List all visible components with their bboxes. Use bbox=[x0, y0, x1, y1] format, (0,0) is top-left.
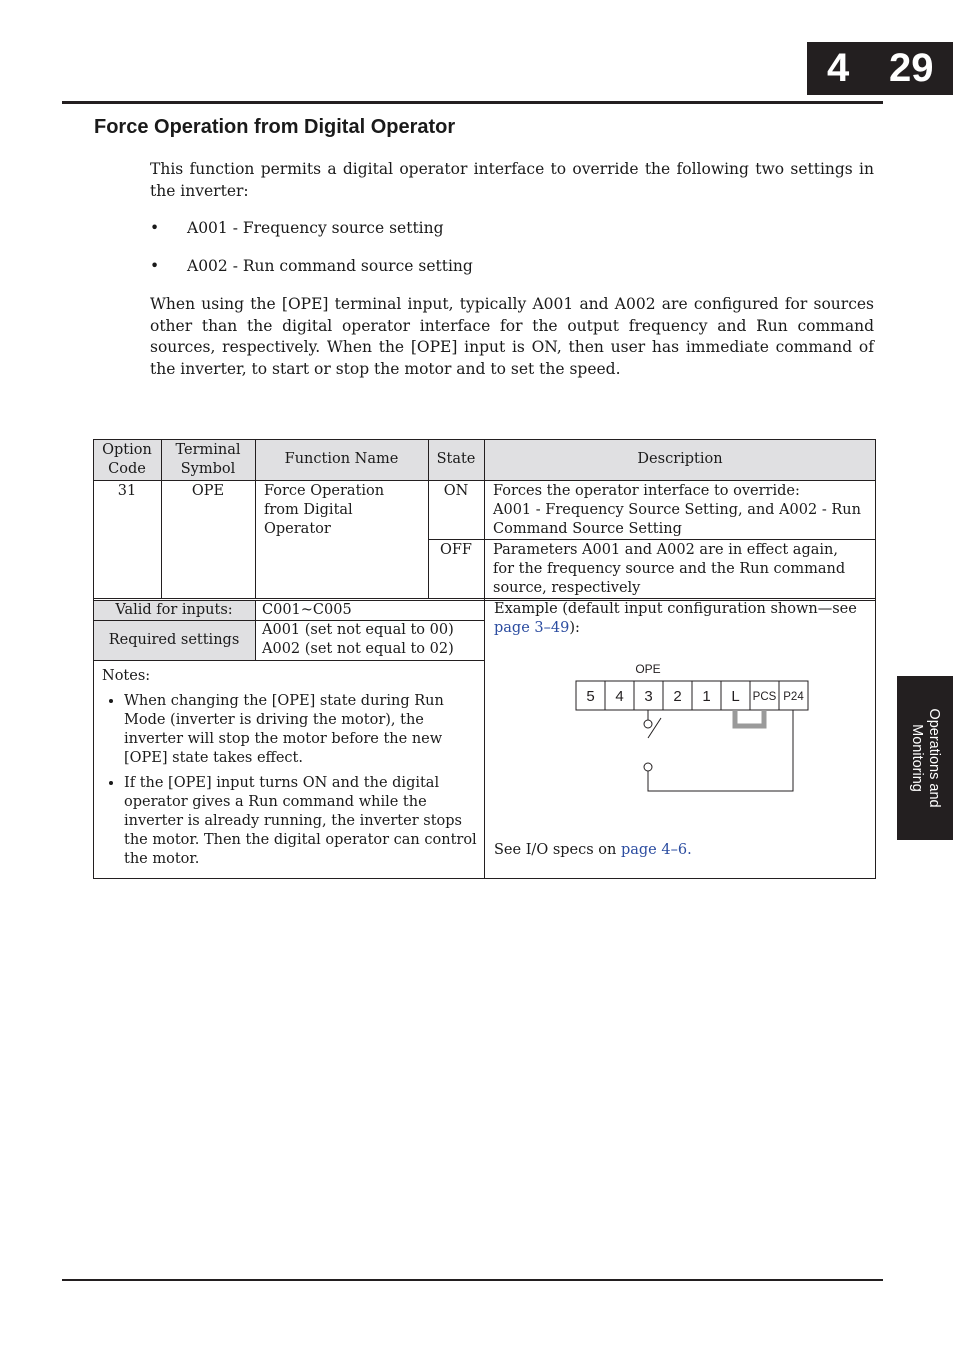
description-line: source, respectively bbox=[493, 580, 641, 596]
terminal-pcs: PCS bbox=[752, 691, 777, 703]
page-number-badge bbox=[807, 42, 953, 95]
terminal-symbol-value: OPE bbox=[191, 483, 225, 499]
notes-section bbox=[102, 667, 477, 875]
io-specs-note bbox=[494, 841, 872, 860]
example-suffix: ): bbox=[569, 620, 580, 636]
header-terminal-symbol bbox=[161, 441, 255, 479]
required-line: A002 (set not equal to 02) bbox=[262, 641, 454, 657]
note-item: • When changing the [OPE] state during Run Mode (inverter is driving the motor), the inverter will stop the motor before the new [OPE] state takes effect. bbox=[124, 692, 477, 768]
bottom-rule bbox=[62, 1279, 883, 1281]
terminal-2: 2 bbox=[673, 688, 682, 705]
switch-contact-top bbox=[644, 720, 652, 728]
description-line: Parameters A001 and A002 are in effect again, bbox=[493, 542, 838, 558]
valid-inputs-label: Valid for inputs: bbox=[115, 602, 233, 618]
header-line: Terminal bbox=[175, 442, 241, 458]
ope-label: OPE bbox=[635, 662, 661, 676]
function-name-value bbox=[264, 482, 424, 539]
body-paragraph: When using the [OPE] terminal input, typically A001 and A002 are configured for sources other than the digital operator interface for the output frequency and Run command sources, respectively. When the [OPE] input is ON, then user has immediate command of the inverter, to start or stop the motor and to set the speed. bbox=[150, 295, 874, 378]
state-on: ON bbox=[443, 483, 469, 499]
bullet-dot: • bbox=[150, 219, 160, 237]
bullet-text: A002 - Run command source setting bbox=[187, 257, 473, 275]
bullet-text: A001 - Frequency source setting bbox=[187, 219, 444, 237]
description-line: for the frequency source and the Run command bbox=[493, 561, 846, 577]
header-line: Code bbox=[108, 461, 146, 477]
terminal-l: L bbox=[731, 688, 740, 705]
example-text: Example (default input configuration shown—see bbox=[494, 601, 857, 617]
description-line: A001 - Frequency Source Setting, and A002 - Run bbox=[493, 502, 861, 518]
valid-inputs-value: C001~C005 bbox=[262, 602, 352, 618]
top-rule bbox=[62, 101, 883, 104]
terminal-4: 4 bbox=[615, 688, 624, 705]
state-off: OFF bbox=[439, 542, 472, 558]
required-line: A001 (set not equal to 00) bbox=[262, 622, 454, 638]
function-name-line: from Digital bbox=[264, 502, 353, 518]
notes-list bbox=[102, 692, 477, 869]
intro-paragraph: This function permits a digital operator interface to override the following two settings in the inverter: bbox=[150, 160, 874, 200]
description-line: Command Source Setting bbox=[493, 521, 682, 537]
side-tab-line: Monitoring bbox=[909, 724, 925, 792]
example-page-link[interactable]: page 3–49 bbox=[494, 620, 570, 636]
required-settings-value bbox=[262, 621, 482, 659]
terminal-p24: P24 bbox=[783, 691, 804, 703]
terminal-wiring-diagram bbox=[573, 657, 813, 817]
terminal-1: 1 bbox=[702, 688, 711, 705]
option-code-value: 31 bbox=[117, 483, 137, 499]
terminal-5: 5 bbox=[586, 688, 595, 705]
header-function-name: Function Name bbox=[284, 451, 399, 467]
header-option-code bbox=[93, 441, 161, 479]
function-table bbox=[93, 439, 876, 879]
chapter-side-tab[interactable] bbox=[897, 676, 953, 840]
io-specs-text: See I/O specs on bbox=[494, 842, 621, 858]
header-line: Option bbox=[102, 442, 152, 458]
return-wire bbox=[648, 710, 793, 791]
header-line: Symbol bbox=[180, 461, 236, 477]
function-name-line: Force Operation bbox=[264, 483, 385, 499]
terminal-3: 3 bbox=[644, 688, 653, 705]
notes-title: Notes: bbox=[102, 668, 151, 684]
required-settings-label: Required settings bbox=[108, 632, 240, 648]
note-item: • If the [OPE] input turns ON and the digital operator gives a Run command while the inverter is already running, the inverter stops the motor. Then the digital operator can control the motor. bbox=[124, 774, 477, 869]
io-specs-link[interactable]: page 4–6. bbox=[620, 842, 692, 858]
chapter-number: 4 bbox=[827, 46, 850, 90]
description-off bbox=[493, 541, 873, 598]
header-state: State bbox=[436, 451, 476, 467]
switch-contact-bottom bbox=[644, 763, 652, 771]
example-caption bbox=[494, 600, 872, 638]
description-on bbox=[493, 482, 873, 539]
side-tab-label bbox=[908, 708, 942, 807]
jumper-bar bbox=[735, 710, 764, 726]
description-line: Forces the operator interface to override: bbox=[493, 483, 800, 499]
header-description: Description bbox=[637, 451, 723, 467]
bullet-dot: • bbox=[150, 257, 160, 275]
function-name-line: Operator bbox=[264, 521, 331, 537]
side-tab-line: Operations and bbox=[926, 708, 942, 808]
page-number: 29 bbox=[889, 46, 934, 90]
section-title: Force Operation from Digital Operator bbox=[94, 116, 456, 138]
